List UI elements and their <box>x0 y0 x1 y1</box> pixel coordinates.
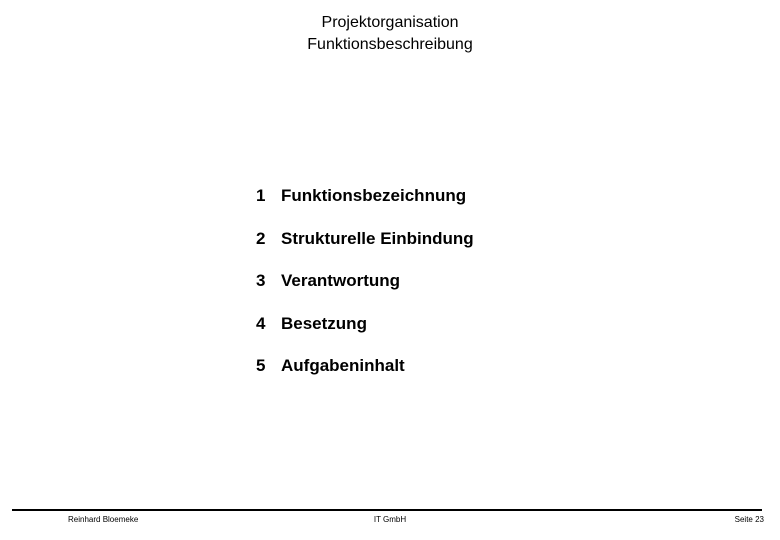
toc-item-number: 4 <box>256 313 266 333</box>
toc-item-number: 5 <box>256 356 266 375</box>
toc-item-label: Besetzung <box>281 313 367 333</box>
toc-item-label: Aufgabeninhalt <box>281 356 405 375</box>
table-of-contents <box>256 185 474 398</box>
footer-divider <box>12 509 762 511</box>
toc-item-number: 3 <box>256 271 266 290</box>
toc-item <box>256 228 474 271</box>
footer-author: Reinhard Bloemeke <box>68 515 139 524</box>
toc-item-label: Funktionsbezeichnung <box>281 186 467 205</box>
toc-item-label: Verantwortung <box>281 271 401 290</box>
toc-item-number: 1 <box>256 186 266 205</box>
slide-title <box>0 12 780 56</box>
toc-item-number: 2 <box>256 228 266 248</box>
toc-item-label: Strukturelle Einbindung <box>281 228 474 248</box>
footer-company: IT GmbH <box>373 515 407 524</box>
toc-item <box>256 270 474 313</box>
title-line-2: Funktionsbeschreibung <box>307 36 473 53</box>
toc-item <box>256 355 474 398</box>
toc-item <box>256 313 474 356</box>
footer-page-number: Seite 23 <box>734 515 764 524</box>
toc-item <box>256 185 474 228</box>
title-line-1: Projektorganisation <box>321 14 459 31</box>
